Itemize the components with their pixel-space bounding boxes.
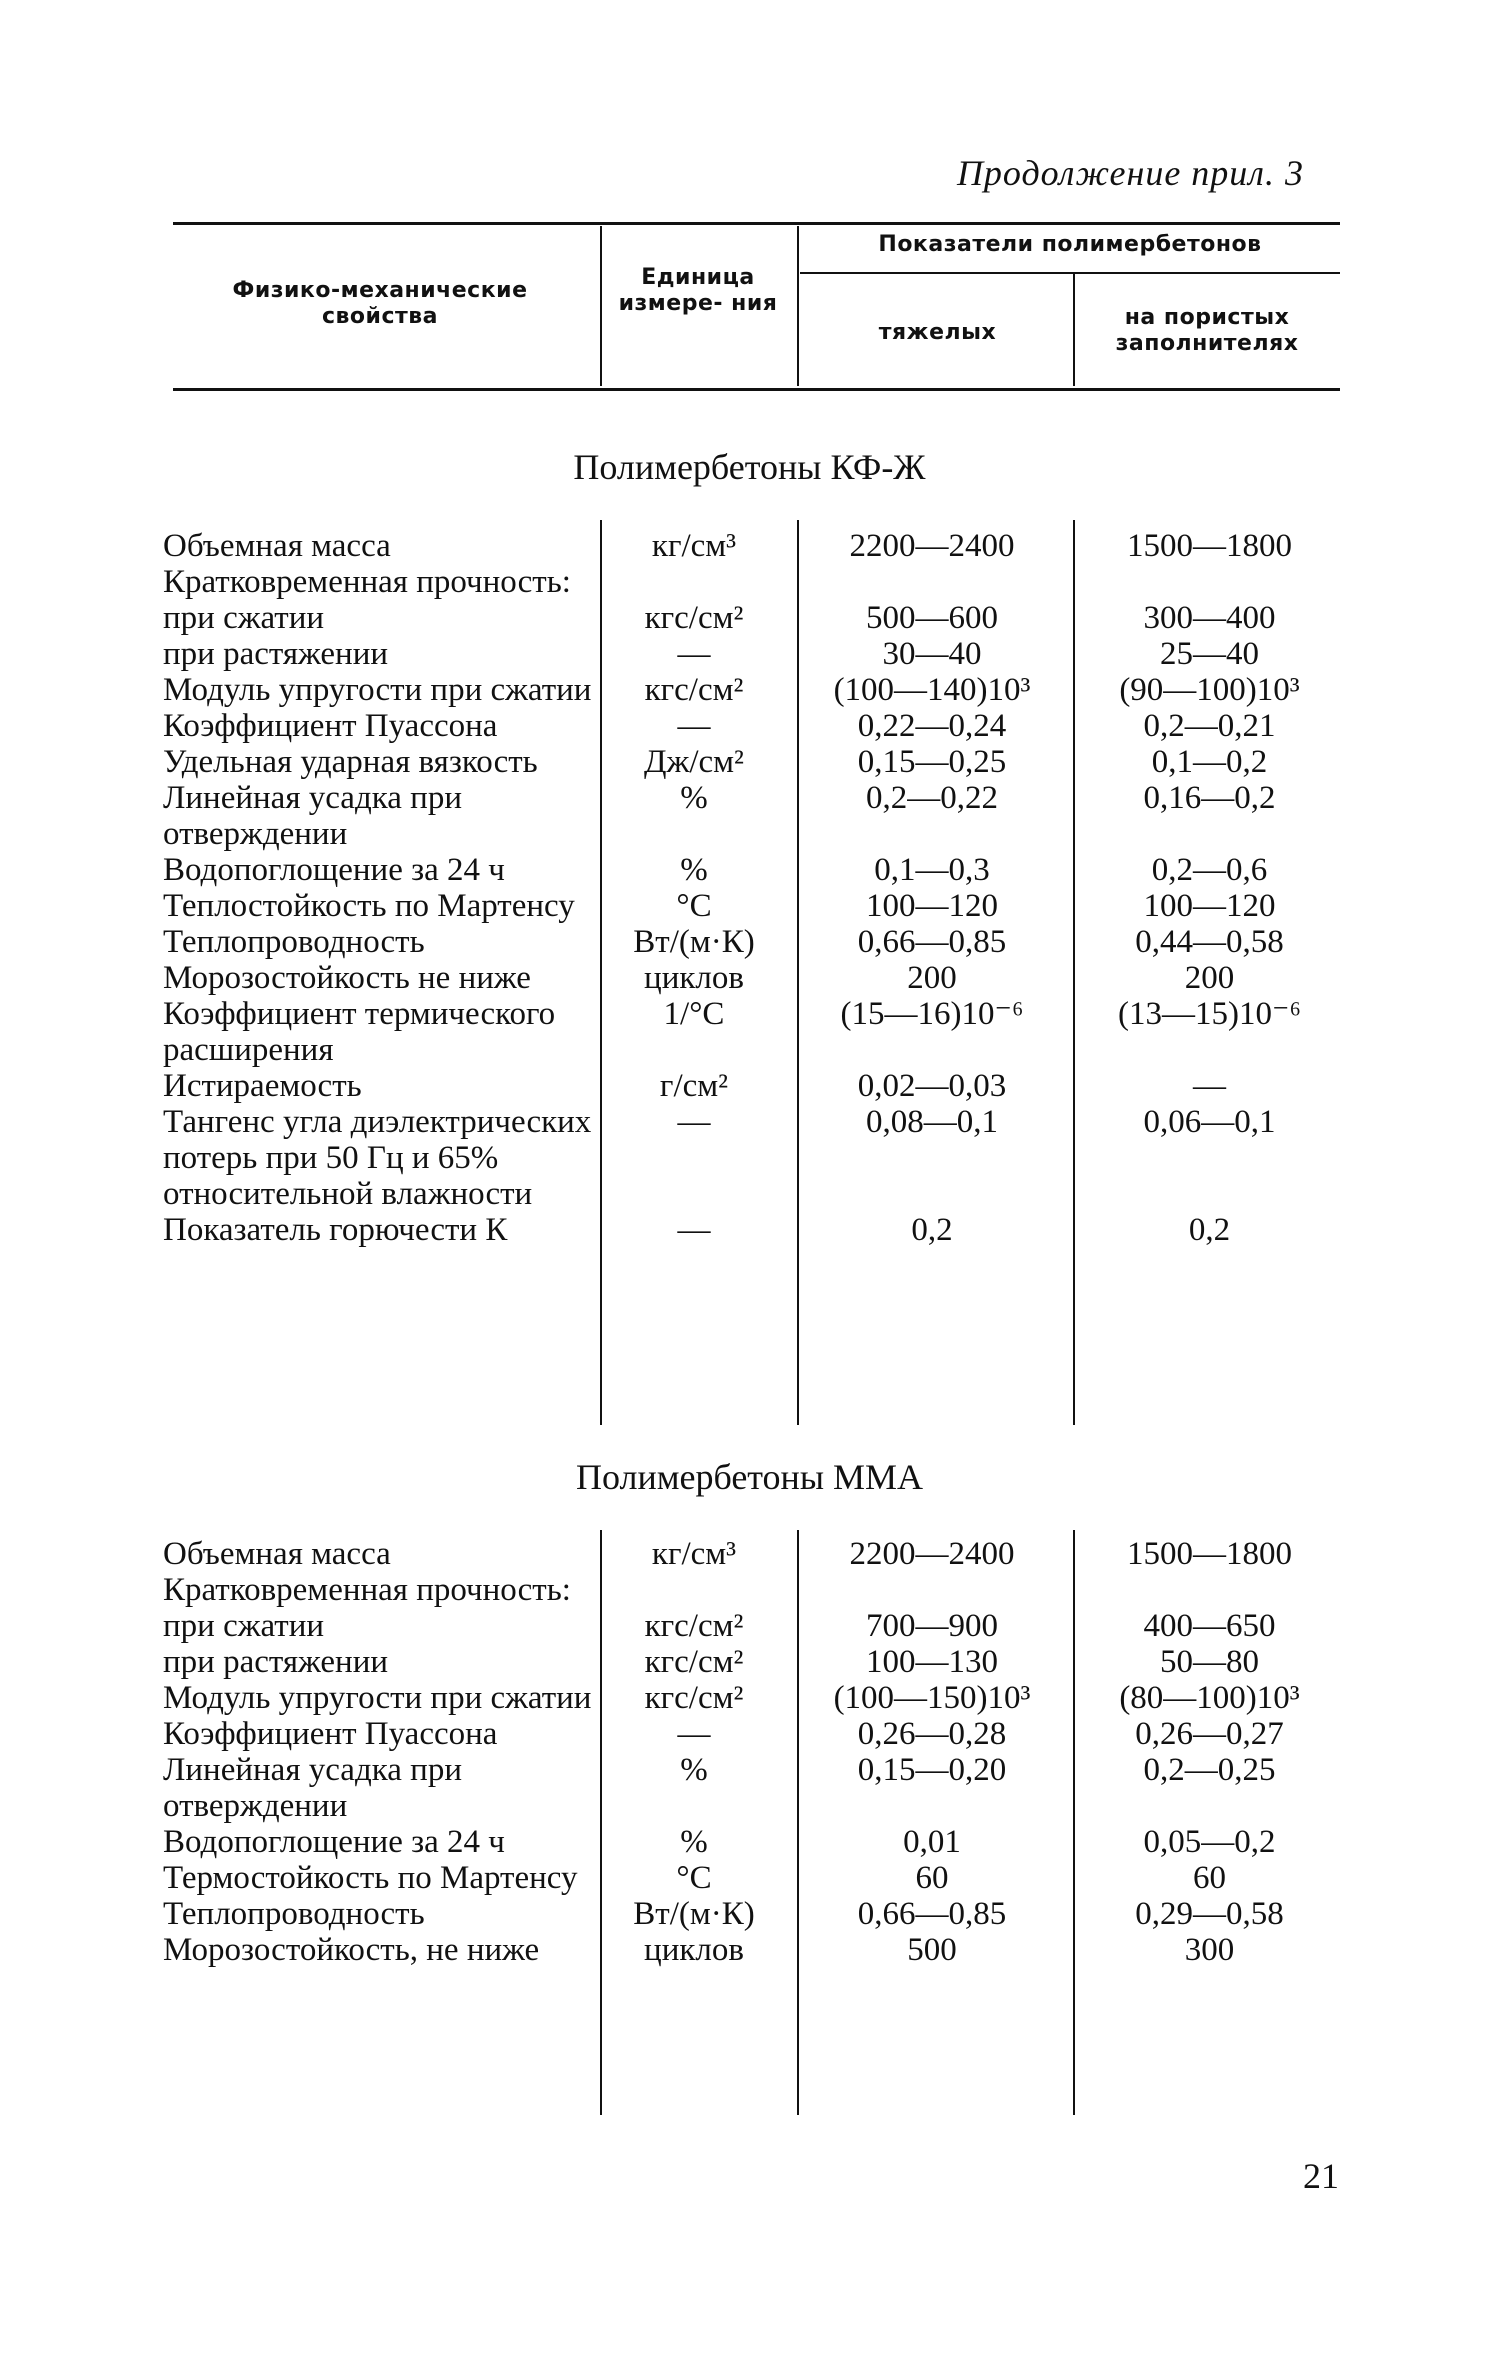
unit-cell: % [680, 780, 708, 816]
property-name: Кратковременная прочность: [163, 1572, 571, 1608]
porous-value: 0,06—0,1 [1143, 1104, 1276, 1140]
header-divider-2 [797, 226, 799, 386]
continuation-note: Продолжение прил. 3 [956, 153, 1304, 193]
property-name: Водопоглощение за 24 ч [163, 1824, 505, 1860]
header-top-rule [173, 222, 1340, 225]
porous-value: 0,1—0,2 [1151, 744, 1268, 780]
heavy-value: 0,15—0,25 [857, 744, 1007, 780]
heavy-value: 0,22—0,24 [857, 708, 1007, 744]
unit-cell: кгс/см² [644, 672, 744, 708]
property-name: Истираемость [163, 1068, 362, 1104]
properties-table-kfzh [163, 528, 1348, 1248]
porous-value: 0,2 [1188, 1212, 1231, 1248]
porous-value: 400—650 [1143, 1608, 1276, 1644]
section-title: Полимербетоны ММА [575, 1457, 924, 1497]
porous-value: (90—100)10³ [1119, 672, 1300, 708]
property-name: Показатель горючести К [163, 1212, 508, 1248]
heavy-value: 500 [907, 1932, 957, 1968]
heavy-value: 0,08—0,1 [866, 1104, 998, 1140]
table-row [163, 996, 1348, 1068]
property-name: Модуль упругости при сжатии [163, 1680, 592, 1716]
unit-cell [595, 1572, 793, 1608]
porous-value [1071, 564, 1348, 600]
heavy-value: 0,2—0,22 [866, 780, 998, 816]
property-name: Коэффициент Пуассона [163, 708, 498, 744]
table-row [163, 852, 1348, 888]
table-row [163, 1572, 1348, 1608]
heavy-value [793, 1572, 1071, 1608]
table-row [163, 1752, 1348, 1824]
table-row [163, 1824, 1348, 1860]
header-group: Показатели полимербетонов [878, 232, 1262, 257]
header-divider-1 [600, 226, 602, 386]
property-name: Теплопроводность [163, 1896, 425, 1932]
unit-cell: Вт/(м·К) [633, 1896, 755, 1932]
unit-cell: кгс/см² [644, 600, 744, 636]
table-row [163, 924, 1348, 960]
table-row [163, 960, 1348, 996]
page-number: 21 [1303, 2156, 1339, 2196]
heavy-value: 100—130 [866, 1644, 998, 1680]
unit-cell: циклов [644, 1932, 744, 1968]
heavy-value: 200 [907, 960, 957, 996]
property-name: Теплопроводность [163, 924, 425, 960]
heavy-value: 2200—2400 [849, 1536, 1015, 1572]
table-row [163, 636, 1348, 672]
porous-value: 100—120 [1143, 888, 1276, 924]
table-row [163, 1608, 1348, 1644]
heavy-value: 0,26—0,28 [857, 1716, 1007, 1752]
property-name: Удельная ударная вязкость [163, 744, 538, 780]
table-row [163, 708, 1348, 744]
heavy-value: 700—900 [866, 1608, 998, 1644]
section-title: Полимербетоны КФ-Ж [573, 447, 926, 487]
heavy-value: 0,02—0,03 [857, 1068, 1007, 1104]
table-row [163, 600, 1348, 636]
property-name: Линейная усадка при отверждении [163, 1752, 462, 1824]
property-name: Объемная масса [163, 528, 391, 564]
unit-cell: циклов [644, 960, 744, 996]
porous-value: 50—80 [1160, 1644, 1259, 1680]
heavy-value: 30—40 [882, 636, 982, 672]
heavy-value: 0,1—0,3 [874, 852, 990, 888]
porous-value: 0,2—0,6 [1151, 852, 1268, 888]
property-name: Линейная усадка при отверждении [163, 780, 462, 852]
porous-value: 0,44—0,58 [1135, 924, 1284, 960]
porous-value: (13—15)10⁻⁶ [1118, 996, 1301, 1032]
property-name: Теплостойкость по Мартенсу [163, 888, 575, 924]
unit-cell: % [680, 852, 708, 888]
unit-cell: г/см² [659, 1068, 729, 1104]
porous-value: 0,26—0,27 [1135, 1716, 1284, 1752]
heavy-value: 0,66—0,85 [857, 1896, 1007, 1932]
porous-value: 300 [1184, 1932, 1235, 1968]
unit-cell: — [677, 708, 711, 744]
table-row [163, 1644, 1348, 1680]
table-row [163, 1068, 1348, 1104]
porous-value: 0,29—0,58 [1135, 1896, 1284, 1932]
porous-value [1071, 1572, 1348, 1608]
table-row [163, 1212, 1348, 1248]
table-row [163, 1896, 1348, 1932]
table-row [163, 672, 1348, 708]
unit-cell: кг/см³ [651, 528, 737, 564]
unit-cell: кгс/см² [644, 1644, 744, 1680]
unit-cell: % [680, 1824, 708, 1860]
property-name: Коэффициент термического расширения [163, 996, 556, 1068]
unit-cell: кг/см³ [651, 1536, 737, 1572]
header-heavy: тяжелых [878, 320, 997, 345]
table-row [163, 1932, 1348, 1968]
heavy-value [793, 564, 1071, 600]
property-name: при сжатии [163, 600, 325, 636]
porous-value: (80—100)10³ [1119, 1680, 1300, 1716]
unit-cell: °C [676, 888, 712, 924]
unit-cell: — [677, 1716, 711, 1752]
property-name: при растяжении [163, 636, 389, 672]
porous-value: — [1193, 1068, 1226, 1104]
table-row [163, 564, 1348, 600]
unit-cell: Вт/(м·К) [633, 924, 755, 960]
heavy-value: 0,01 [903, 1824, 961, 1860]
property-name: при сжатии [163, 1608, 325, 1644]
porous-value: 1500—1800 [1127, 1536, 1292, 1572]
unit-cell: — [677, 1104, 711, 1140]
table-row [163, 780, 1348, 852]
porous-value: 0,2—0,25 [1143, 1752, 1276, 1788]
unit-cell: Дж/см² [644, 744, 744, 780]
unit-cell: — [677, 1212, 711, 1248]
header-unit: Единица измере- ния [618, 265, 778, 316]
porous-value: 0,05—0,2 [1143, 1824, 1276, 1860]
table-row [163, 1860, 1348, 1896]
heavy-value: (100—150)10³ [833, 1680, 1031, 1716]
heavy-value: 0,2 [911, 1212, 953, 1248]
property-name: при растяжении [163, 1644, 389, 1680]
porous-value: 1500—1800 [1127, 528, 1292, 564]
header-porous: на пористых заполнителях [1115, 305, 1299, 356]
porous-value: 0,16—0,2 [1143, 780, 1276, 816]
porous-value: 200 [1184, 960, 1235, 996]
table-row [163, 1716, 1348, 1752]
porous-value: 25—40 [1160, 636, 1259, 672]
property-name: Морозостойкость, не ниже [163, 1932, 540, 1968]
header-group-rule [800, 272, 1340, 274]
heavy-value: 60 [915, 1860, 949, 1896]
property-name: Водопоглощение за 24 ч [163, 852, 505, 888]
table-row [163, 528, 1348, 564]
header-property: Физико-механические свойства [232, 278, 528, 329]
porous-value: 60 [1193, 1860, 1226, 1896]
property-name: Морозостойкость не ниже [163, 960, 531, 996]
porous-value: 0,2—0,21 [1143, 708, 1276, 744]
heavy-value: 0,15—0,20 [857, 1752, 1007, 1788]
unit-cell: 1/°C [663, 996, 725, 1032]
heavy-value: (100—140)10³ [833, 672, 1031, 708]
table-row [163, 1680, 1348, 1716]
table-row [163, 888, 1348, 924]
unit-cell: °C [676, 1860, 712, 1896]
unit-cell: кгс/см² [644, 1680, 744, 1716]
property-name: Термостойкость по Мартенсу [163, 1860, 578, 1896]
unit-cell: — [677, 636, 711, 672]
heavy-value: 500—600 [866, 600, 998, 636]
table-row [163, 744, 1348, 780]
property-name: Тангенс угла диэлектрических потерь при 50 Гц и 65% относительной влажности [163, 1104, 592, 1212]
property-name: Модуль упругости при сжатии [163, 672, 592, 708]
porous-value: 300—400 [1143, 600, 1276, 636]
header-divider-3 [1073, 274, 1075, 386]
property-name: Объемная масса [163, 1536, 391, 1572]
header-bottom-rule [173, 388, 1340, 391]
heavy-value: 0,66—0,85 [857, 924, 1007, 960]
property-name: Коэффициент Пуассона [163, 1716, 498, 1752]
unit-cell: % [680, 1752, 708, 1788]
property-name: Кратковременная прочность: [163, 564, 571, 600]
heavy-value: 100—120 [866, 888, 998, 924]
unit-cell: кгс/см² [644, 1608, 744, 1644]
properties-table-mma [163, 1536, 1348, 1968]
heavy-value: (15—16)10⁻⁶ [840, 996, 1024, 1032]
table-row [163, 1536, 1348, 1572]
unit-cell [595, 564, 793, 600]
heavy-value: 2200—2400 [849, 528, 1015, 564]
table-row [163, 1104, 1348, 1212]
